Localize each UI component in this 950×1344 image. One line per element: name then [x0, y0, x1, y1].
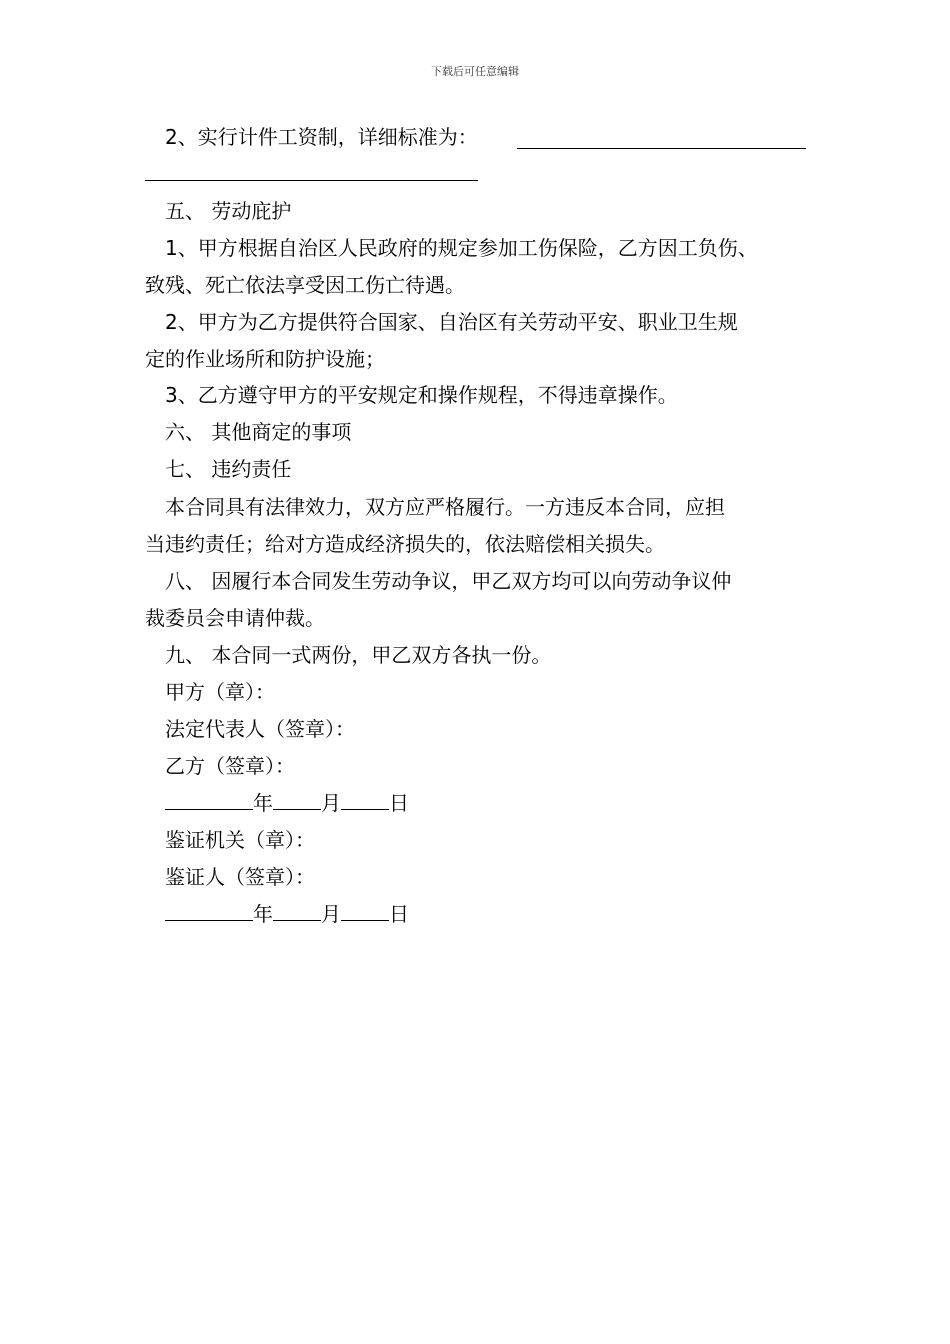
section6-title: 六、 其他商定的事项: [165, 420, 352, 444]
section5-title: 五、 劳动庇护: [165, 199, 292, 223]
section8-line2: 裁委员会申请仲裁。: [145, 606, 325, 630]
day-label: 日: [389, 791, 409, 815]
party-b-signature: 乙方（签章）：: [165, 754, 295, 778]
month-blank: [273, 902, 321, 921]
s7-line1: 本合同具有法律效力，双方应严格履行。一方违反本合同，应担: [165, 495, 725, 519]
year-label: 年: [253, 791, 273, 815]
day-label: 日: [389, 902, 409, 926]
s7-line2: 当违约责任；给对方造成经济损失的，依法赔偿相关损失。: [145, 532, 665, 556]
s5-item2-line1: 2、甲方为乙方提供符合国家、自治区有关劳动平安、职业卫生规: [165, 310, 738, 334]
section8-line1: 八、 因履行本合同发生劳动争议，甲乙双方均可以向劳动争议仲: [165, 569, 732, 593]
piecework-blank-line-2: [145, 180, 478, 181]
verifier-signature: 鉴证人（签章）：: [165, 865, 315, 889]
verify-org-seal: 鉴证机关（章）：: [165, 828, 315, 852]
section9: 九、 本合同一式两份，甲乙双方各执一份。: [165, 643, 552, 667]
year-blank: [165, 791, 253, 810]
section7-title: 七、 违约责任: [165, 457, 292, 481]
party-a-seal: 甲方（章）：: [165, 680, 275, 704]
month-label: 月: [321, 902, 341, 926]
date-line-2: [165, 900, 409, 928]
year-blank: [165, 902, 253, 921]
s5-item1-line2: 致残、死亡依法享受因工伤亡待遇。: [145, 273, 465, 297]
month-label: 月: [321, 791, 341, 815]
day-blank: [341, 791, 389, 810]
piecework-blank-line-1: [517, 148, 806, 149]
date-line-1: [165, 789, 409, 817]
month-blank: [273, 791, 321, 810]
s5-item3: 3、乙方遵守甲方的平安规定和操作规程，不得违章操作。: [165, 383, 678, 407]
day-blank: [341, 902, 389, 921]
piecework-item: [165, 123, 478, 151]
legal-rep-signature: 法定代表人（签章）：: [165, 717, 355, 741]
s5-item1-line1: 1、甲方根据自治区人民政府的规定参加工伤保险，乙方因工负伤、: [165, 236, 758, 260]
piecework-label: 2、实行计件工资制，详细标准为：: [165, 125, 478, 149]
year-label: 年: [253, 902, 273, 926]
page-header-note: 下载后可任意编辑: [431, 65, 519, 78]
s5-item2-line2: 定的作业场所和防护设施；: [145, 347, 385, 371]
